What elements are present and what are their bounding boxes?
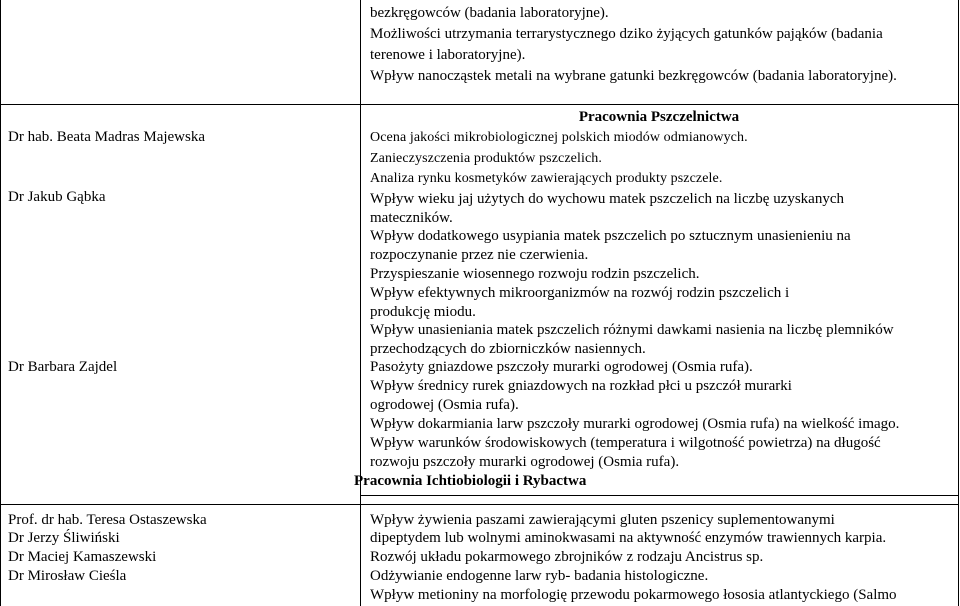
table-left-border bbox=[0, 0, 1, 606]
topic-line: przechodzących do zbiorniczków nasiennych. bbox=[370, 341, 646, 357]
person-name: Dr Jakub Gąbka bbox=[8, 189, 106, 205]
topic-line: rozpoczynanie przez nie czerwienia. bbox=[370, 247, 589, 263]
topic-line: Pasożyty gniazdowe pszczoły murarki ogrodowej (Osmia rufa). bbox=[370, 359, 753, 375]
topic-line: bezkręgowców (badania laboratoryjne). bbox=[370, 5, 609, 21]
topic-line: Wpływ średnicy rurek gniazdowych na rozkład płci u pszczół murarki bbox=[370, 378, 792, 394]
topic-line: Wpływ efektywnych mikroorganizmów na rozwój rodzin pszczelich i bbox=[370, 285, 790, 301]
topic-line: ogrodowej (Osmia rufa). bbox=[370, 397, 519, 413]
topic-line: rozwoju pszczoły murarki ogrodowej (Osmia rufa). bbox=[370, 454, 680, 470]
topic-line: Wpływ warunków środowiskowych (temperatura i wilgotność powietrza) na długość bbox=[370, 435, 881, 451]
section1-header: Pracownia Pszczelnictwa bbox=[578, 109, 740, 125]
topic-line: Możliwości utrzymania terrarystycznego dziko żyjących gatunków pająków (badania bbox=[370, 26, 883, 42]
table-right-border bbox=[958, 0, 959, 606]
topic-line: Wpływ unasieniania matek pszczelich różnymi dawkami nasienia na liczbę plemników bbox=[370, 322, 894, 338]
topic-line: terenowe i laboratoryjne). bbox=[370, 47, 526, 63]
topic-line: dipeptydem lub wolnymi aminokwasami na aktywność enzymów trawiennych karpia. bbox=[370, 530, 887, 546]
topic-line: Zanieczyszczenia produktów pszczelich. bbox=[370, 151, 602, 166]
topic-line: Wpływ dokarmiania larw pszczoły murarki ogrodowej (Osmia rufa) na wielkość imago. bbox=[370, 416, 900, 432]
topic-line: Przyspieszanie wiosennego rozwoju rodzin pszczelich. bbox=[370, 266, 700, 282]
topic-line: Odżywianie endogenne larw ryb- badania histologiczne. bbox=[370, 568, 709, 584]
topic-line: Rozwój układu pokarmowego zbrojników z rodzaju Ancistrus sp. bbox=[370, 549, 764, 565]
topic-line: Wpływ nanocząstek metali na wybrane gatunki bezkręgowców (badania laboratoryjne). bbox=[370, 68, 897, 84]
column-divider bbox=[360, 0, 361, 606]
topic-line: Wpływ metioniny na morfologię przewodu pokarmowego łososia atlantyckiego (Salmo bbox=[370, 587, 897, 603]
person-name: Dr Jerzy Śliwiński bbox=[8, 530, 120, 546]
person-name: Dr Maciej Kamaszewski bbox=[8, 549, 157, 565]
topic-line: Analiza rynku kosmetyków zawierających produkty pszczele. bbox=[370, 171, 723, 186]
section2-header: Pracownia Ichtiobiologii i Rybactwa bbox=[354, 473, 587, 489]
topic-line: Wpływ wieku jaj użytych do wychowu matek pszczelich na liczbę uzyskanych bbox=[370, 191, 845, 207]
row-divider-top bbox=[0, 104, 959, 105]
person-name: Dr Mirosław Cieśla bbox=[8, 568, 127, 584]
topic-line: Wpływ dodatkowego usypiania matek pszczelich po sztucznym unasienieniu na bbox=[370, 228, 851, 244]
row-divider-section2-header bbox=[360, 495, 959, 496]
person-name: Dr Barbara Zajdel bbox=[8, 359, 118, 375]
row-divider-section2 bbox=[0, 504, 959, 505]
topic-line: Wpływ żywienia paszami zawierającymi gluten pszenicy suplementowanymi bbox=[370, 512, 835, 528]
topic-line: produkcję miodu. bbox=[370, 304, 476, 320]
person-name: Dr hab. Beata Madras Majewska bbox=[8, 129, 206, 145]
person-name: Prof. dr hab. Teresa Ostaszewska bbox=[8, 512, 207, 528]
topic-line: mateczników. bbox=[370, 210, 453, 226]
topic-line: Ocena jakości mikrobiologicznej polskich miodów odmianowych. bbox=[370, 130, 748, 145]
